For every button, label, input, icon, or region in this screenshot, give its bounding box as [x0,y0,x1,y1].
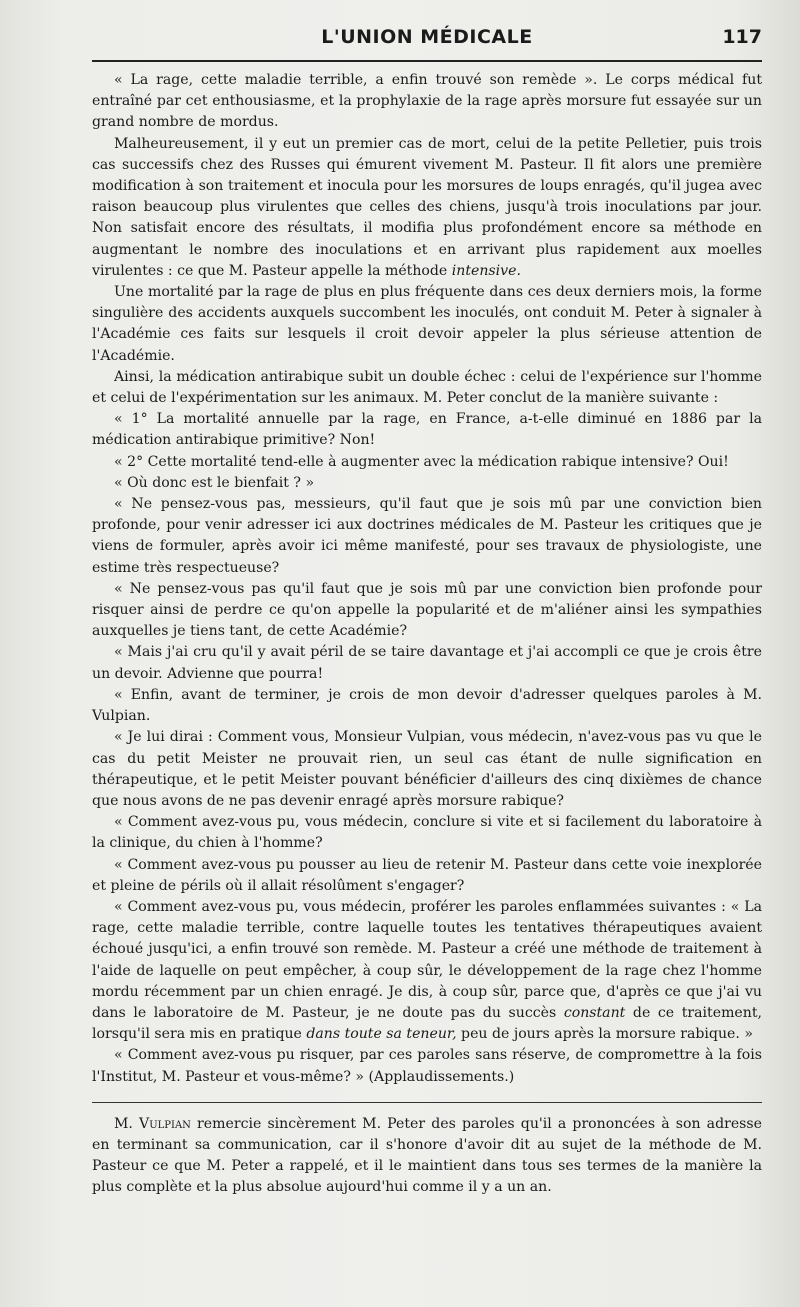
closing-paragraph: M. Vulpian remercie sincèrement M. Peter des paroles qu'il a prononcées à son adresse en terminant sa communication, car il s'honore d'avoir dit au sujet de la méthode de M. Pasteur ce que M. Peter a rappelé, et il le maintient dans tous ses termes de la manière la plus complète et la plus absolue aujourd'hui comme il y a un an. [92,1115,762,1196]
paragraph: « Je lui dirai : Comment vous, Monsieur Vulpian, vous médecin, n'avez-vous pas vu que le cas du petit Meister ne prouvait rien, un seul cas étant de nulle signification en thérapeutique, et le petit Meister pouvant bénéficier d'ailleurs des cinq dixièmes de chance que nous avons de ne pas devenir enragé après morsure rabique? [92,729,762,809]
paragraph: Malheureusement, il y eut un premier cas de mort, celui de la petite Pelletier, puis trois cas successifs chez des Russes qui émurent vivement M. Pasteur. Il fit alors une première modification à son traitement et inocula pour les morsures de loups enragés, qu'il jugea avec raison beaucoup plus virulentes que celles des chiens, jusqu'à trois inoculations par jour. Non satisfait encore des résultats, il modifia plus profondément encore sa méthode en augmentant le nombre des inoculations et en arrivant plus rapidement aux moelles virulentes : ce que M. Pasteur appelle la méthode intensive. [92,135,762,279]
page-number: 117 [722,26,762,48]
paragraph: « Comment avez-vous pu, vous médecin, conclure si vite et si facilement du laboratoire à la clinique, du chien à l'homme? [92,814,762,852]
paragraph: « Comment avez-vous pu risquer, par ces paroles sans réserve, de compromettre à la fois l'Institut, M. Pasteur et vous-même? » (Applaudissements.) [92,1047,762,1085]
paragraph: « Où donc est le bienfait ? » [114,474,315,491]
speaker-name: M. Vulpian [114,1115,191,1132]
paragraph: Une mortalité par la rage de plus en plus fréquente dans ces deux derniers mois, la forme singulière des accidents auxquels succombent les inoculés, ont conduit M. Peter à signaler à l'Académie ces faits sur lesquels il croit devoir appeler la plus sérieuse attention de l'Académie. [92,284,762,364]
paragraph: Ainsi, la médication antirabique subit un double échec : celui de l'expérience sur l'homme et celui de l'expérimentation sur les animaux. M. Peter conclut de la manière suivante : [92,368,762,407]
emphasis-constant: constant [563,1004,626,1021]
paragraph: « Ne pensez-vous pas qu'il faut que je sois mû par une conviction bien profonde pour risquer ainsi de perdre ce qu'on appelle la popularité et de m'aliéner ainsi les sympathies auxquelles je tiens tant, de cette Académie? [92,580,762,640]
emphasis-intensive: intensive. [451,262,521,279]
header-rule [92,60,762,62]
page-header [92,26,762,56]
paragraph: « 2° Cette mortalité tend-elle à augmenter avec la médication rabique intensive? Oui! [114,453,729,470]
paragraph: « Mais j'ai cru qu'il y avait péril de se taire davantage et j'ai accompli ce que je crois être un devoir. Advienne que pourra! [92,644,762,682]
section-rule [92,1102,762,1103]
paragraph: « 1° La mortalité annuelle par la rage, en France, a-t-elle diminué en 1886 par la médication antirabique primitive? Non! [92,411,762,449]
paragraph: « La rage, cette maladie terrible, a enfin trouvé son remède ». Le corps médical fut entraîné par cet enthousiasme, et la prophylaxie de la rage après morsure fut essayée sur un grand nombre de mordus. [92,72,762,131]
paragraph: « Comment avez-vous pu pousser au lieu de retenir M. Pasteur dans cette voie inexplorée et pleine de périls où il allait résolûment s'engager? [92,856,762,894]
emphasis-dans-toute: dans toute sa teneur, [306,1026,457,1043]
paragraph: « Ne pensez-vous pas, messieurs, qu'il faut que je sois mû par une conviction bien profonde, pour venir adresser ici aux doctrines médicales de M. Pasteur les critiques que je viens de formuler, après avoir ici même manifesté, pour ses travaux de physiologiste, une estime très respectueuse? [92,496,762,576]
running-title: L'UNION MÉDICALE [321,26,533,48]
paragraph: « Comment avez-vous pu, vous médecin, proférer les paroles enflammées suivantes : « La rage, cette maladie terrible, contre laquelle toutes les tentatives thérapeutiques avaient échoué jusqu'ici, a enfin trouvé son remède. M. Pasteur a créé une méthode de traitement à l'aide de laquelle on peut empêcher, à coup sûr, le développement de la rage chez l'homme mordu récemment par un chien enragé. Je dis, à coup sûr, parce que, d'après ce que j'ai vu dans le laboratoire de M. Pasteur, je ne doute pas du succès constant de ce traitement, lorsqu'il sera mis en pratique dans toute sa teneur, peu de jours après la morsure rabique. » [92,898,762,1043]
paragraph: « Enfin, avant de terminer, je crois de mon devoir d'adresser quelques paroles à M. Vulpian. [92,686,762,725]
article-body [92,70,762,1199]
